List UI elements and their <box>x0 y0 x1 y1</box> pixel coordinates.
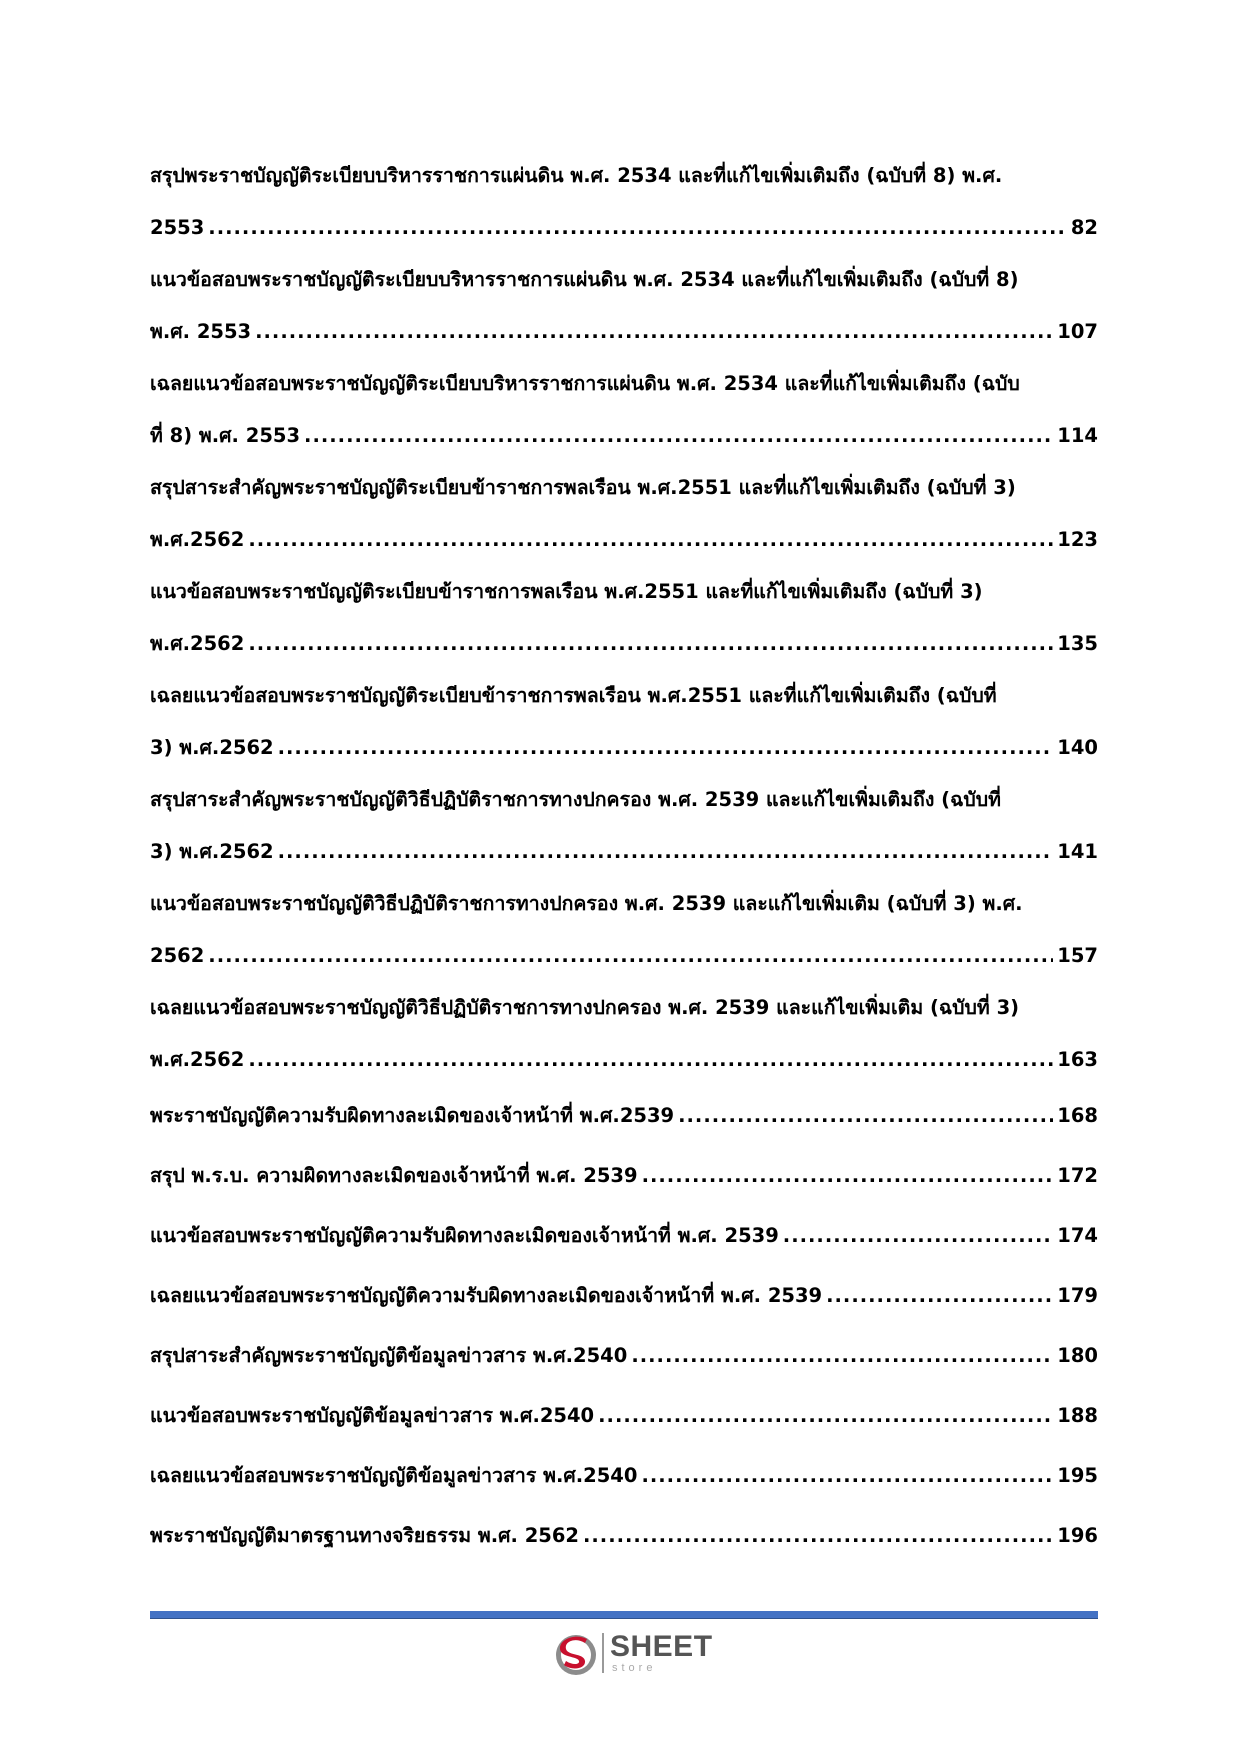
toc-entry-title: เฉลยแนวข้อสอบพระราชบัญญัติความรับผิดทางละเมิดของเจ้าหน้าที่ พ.ศ. 2539 <box>150 1284 823 1307</box>
toc-entry-title-line2: พ.ศ.2562 <box>150 1048 245 1071</box>
toc-page-number: 107 <box>1057 320 1098 343</box>
toc-page-number: 140 <box>1057 736 1098 759</box>
toc-entry[interactable] <box>150 1206 1098 1266</box>
toc-entry[interactable] <box>150 254 1098 358</box>
toc-entry-title-line2: 3) พ.ศ.2562 <box>150 840 274 863</box>
toc-entry-title-line1: สรุปสาระสำคัญพระราชบัญญัติวิธีปฏิบัติราชการทางปกครอง พ.ศ. 2539 และแก้ไขเพิ่มเติมถึง (ฉบับที่ <box>150 788 1001 811</box>
toc-entry-title-line1: แนวข้อสอบพระราชบัญญัติระเบียบบริหารราชการแผ่นดิน พ.ศ. 2534 และที่แก้ไขเพิ่มเติมถึง (ฉบับที่ 8) <box>150 268 1019 291</box>
toc-entry-title-line2: พ.ศ.2562 <box>150 528 245 551</box>
toc-page-number: 179 <box>1057 1284 1098 1307</box>
toc-entry[interactable] <box>150 670 1098 774</box>
toc-entry[interactable] <box>150 1386 1098 1446</box>
toc-entry[interactable] <box>150 1446 1098 1506</box>
dot-leader <box>826 1266 1053 1326</box>
logo-separator <box>602 1633 604 1673</box>
dot-leader <box>642 1146 1054 1206</box>
toc-entry-title-line2: พ.ศ. 2553 <box>150 320 252 343</box>
sheet-store-s-icon <box>554 1629 598 1677</box>
toc-entry[interactable] <box>150 1086 1098 1146</box>
toc-entry[interactable] <box>150 1326 1098 1386</box>
toc-entry-title-line2: พ.ศ.2562 <box>150 632 245 655</box>
toc-entry-title: แนวข้อสอบพระราชบัญญัติข้อมูลข่าวสาร พ.ศ.2540 <box>150 1404 595 1427</box>
toc-page-number: 82 <box>1070 216 1098 239</box>
toc-page-number: 141 <box>1057 840 1098 863</box>
toc-entry[interactable] <box>150 1146 1098 1206</box>
toc-entry[interactable] <box>150 774 1098 878</box>
toc-entry[interactable] <box>150 1266 1098 1326</box>
table-of-contents <box>150 150 1098 1566</box>
toc-page-number: 168 <box>1057 1104 1098 1127</box>
dot-leader <box>678 1086 1053 1146</box>
dot-leader <box>598 1386 1053 1446</box>
toc-entry-title: พระราชบัญญัติมาตรฐานทางจริยธรรม พ.ศ. 2562 <box>150 1524 579 1547</box>
toc-entry-title: สรุปสาระสำคัญพระราชบัญญัติข้อมูลข่าวสาร พ.ศ.2540 <box>150 1344 628 1367</box>
dot-leader <box>304 410 1053 462</box>
toc-entry-title-line1: เฉลยแนวข้อสอบพระราชบัญญัติวิธีปฏิบัติราชการทางปกครอง พ.ศ. 2539 และแก้ไขเพิ่มเติม (ฉบับที่ 3) <box>150 996 1020 1019</box>
toc-entry-title-line1: แนวข้อสอบพระราชบัญญัติวิธีปฏิบัติราชการทางปกครอง พ.ศ. 2539 และแก้ไขเพิ่มเติม (ฉบับที่ 3) พ.ศ. <box>150 892 1023 915</box>
logo-wordmark: SHEET <box>610 1630 713 1663</box>
dot-leader <box>278 826 1054 878</box>
dot-leader <box>248 514 1053 566</box>
toc-page-number: 163 <box>1057 1048 1098 1071</box>
dot-leader <box>278 722 1054 774</box>
toc-page-number: 172 <box>1057 1164 1098 1187</box>
toc-entry[interactable] <box>150 878 1098 982</box>
dot-leader <box>255 306 1053 358</box>
footer-rule <box>150 1611 1098 1619</box>
dot-leader <box>248 1034 1053 1086</box>
toc-entry-title-line2: 2553 <box>150 216 205 239</box>
toc-entry-title-line1: แนวข้อสอบพระราชบัญญัติระเบียบข้าราชการพลเรือน พ.ศ.2551 และที่แก้ไขเพิ่มเติมถึง (ฉบับที่ 3) <box>150 580 983 603</box>
toc-entry[interactable] <box>150 982 1098 1086</box>
toc-page-number: 196 <box>1057 1524 1098 1547</box>
toc-page-number: 114 <box>1057 424 1098 447</box>
toc-entry-title-line2: 2562 <box>150 944 205 967</box>
toc-entry-title-line1: สรุปพระราชบัญญัติระเบียบบริหารราชการแผ่นดิน พ.ศ. 2534 และที่แก้ไขเพิ่มเติมถึง (ฉบับที่ 8) พ.ศ. <box>150 164 1003 187</box>
dot-leader <box>208 202 1067 254</box>
toc-entry[interactable] <box>150 1506 1098 1566</box>
dot-leader <box>248 618 1053 670</box>
toc-page-number: 174 <box>1057 1224 1098 1247</box>
dot-leader <box>783 1206 1054 1266</box>
toc-entry-title: แนวข้อสอบพระราชบัญญัติความรับผิดทางละเมิดของเจ้าหน้าที่ พ.ศ. 2539 <box>150 1224 779 1247</box>
toc-entry-title-line1: สรุปสาระสำคัญพระราชบัญญัติระเบียบข้าราชการพลเรือน พ.ศ.2551 และที่แก้ไขเพิ่มเติมถึง (ฉบับที่ 3) <box>150 476 1016 499</box>
dot-leader <box>631 1326 1053 1386</box>
dot-leader <box>208 930 1053 982</box>
toc-entry-title: เฉลยแนวข้อสอบพระราชบัญญัติข้อมูลข่าวสาร พ.ศ.2540 <box>150 1464 638 1487</box>
toc-entry-title: พระราชบัญญัติความรับผิดทางละเมิดของเจ้าหน้าที่ พ.ศ.2539 <box>150 1104 675 1127</box>
toc-page-number: 195 <box>1057 1464 1098 1487</box>
toc-page-number: 180 <box>1057 1344 1098 1367</box>
toc-entry[interactable] <box>150 566 1098 670</box>
toc-entry[interactable] <box>150 358 1098 462</box>
toc-entry-title: สรุป พ.ร.บ. ความผิดทางละเมิดของเจ้าหน้าที่ พ.ศ. 2539 <box>150 1164 638 1187</box>
toc-page-number: 188 <box>1057 1404 1098 1427</box>
toc-entry-title-line1: เฉลยแนวข้อสอบพระราชบัญญัติระเบียบบริหารราชการแผ่นดิน พ.ศ. 2534 และที่แก้ไขเพิ่มเติมถึง (ฉบับ <box>150 372 1020 395</box>
toc-page-number: 157 <box>1057 944 1098 967</box>
toc-entry[interactable] <box>150 462 1098 566</box>
toc-entry-title-line2: 3) พ.ศ.2562 <box>150 736 274 759</box>
toc-entry-title-line1: เฉลยแนวข้อสอบพระราชบัญญัติระเบียบข้าราชการพลเรือน พ.ศ.2551 และที่แก้ไขเพิ่มเติมถึง (ฉบับที่ <box>150 684 997 707</box>
dot-leader <box>641 1446 1053 1506</box>
logo-subtext: store <box>612 1662 657 1674</box>
toc-page-number: 123 <box>1057 528 1098 551</box>
toc-page-number: 135 <box>1057 632 1098 655</box>
sheet-store-logo <box>554 1627 713 1679</box>
toc-entry[interactable] <box>150 150 1098 254</box>
dot-leader <box>583 1506 1053 1566</box>
toc-entry-title-line2: ที่ 8) พ.ศ. 2553 <box>150 424 301 447</box>
